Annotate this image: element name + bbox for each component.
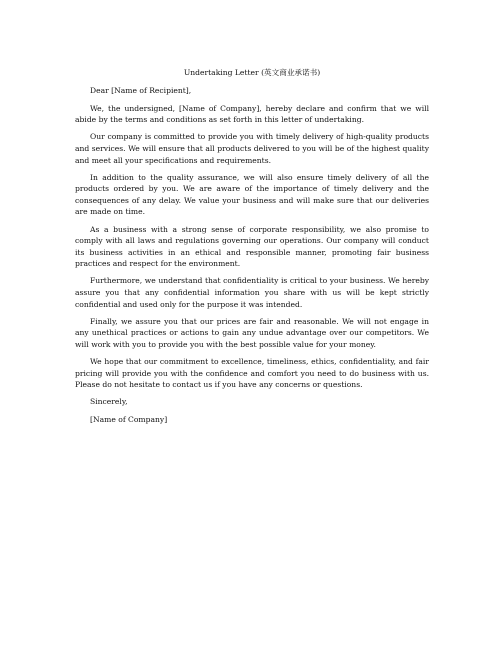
body-paragraph-2: Our company is committed to provide you with timely delivery of high-quality products and services. We will ensure that all products delivered to you will be of the highest quality and meet all your specifications and requirements. [75, 132, 429, 165]
body-paragraph-6: Finally, we assure you that our prices are fair and reasonable. We will not engage in any unethical practices or actions to gain any undue advantage over our competitors. We will work with you to provide you with the best possible value for your money. [75, 316, 429, 349]
letter-page [75, 67, 429, 432]
body-paragraph-4: As a business with a strong sense of corporate responsibility, we also promise to comply with all laws and regulations governing our operations. Our company will conduct its business activities in an ethical and responsible manner, promoting fair business practices and respect for the environment. [75, 224, 429, 269]
body-paragraph-1: We, the undersigned, [Name of Company], hereby declare and confirm that we will abide by the terms and conditions as set forth in this letter of undertaking. [75, 103, 429, 125]
closing: Sincerely, [90, 397, 128, 407]
body-paragraph-5: Furthermore, we understand that confidentiality is critical to your business. We hereby assure you that any confidential information you share with us will be kept strictly confidential and used only for the purpose it was intended. [75, 276, 429, 309]
signature: [Name of Company] [90, 415, 168, 425]
letter-title: Undertaking Letter (英文商业承诺书) [183, 68, 321, 77]
body-paragraph-3: In addition to the quality assurance, we will also ensure timely delivery of all the products ordered by you. We are aware of the importance of timely delivery and the consequences of any delay. We value your business and will make sure that our deliveries are made on time. [75, 172, 429, 217]
salutation: Dear [Name of Recipient], [90, 85, 192, 95]
body-paragraph-7: We hope that our commitment to excellence, timeliness, ethics, confidentiality, and fair pricing will provide you with the confidence and comfort you need to do business with us. Please do not hesitate to contact us if you have any concerns or questions. [75, 356, 429, 390]
